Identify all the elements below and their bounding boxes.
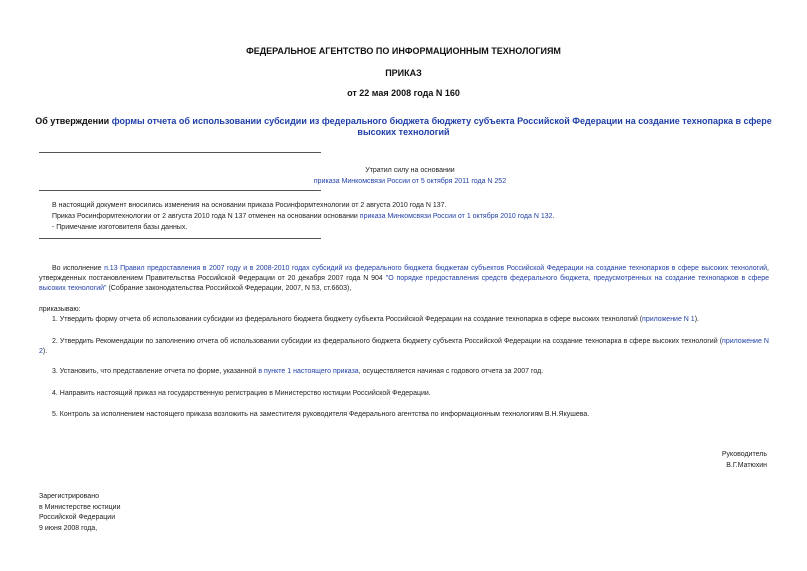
item-2-text: 2. Утвердить Рекомендации по заполнению отчета об использовании субсидии из федерального бюджета бюджету субъекта Российской Федерации на создание технопарка в сфере высоких технологий ( bbox=[52, 338, 723, 345]
order-item-4: 4. Направить настоящий приказ на государственную регистрацию в Министерство юстиции Российской Федерации. bbox=[52, 390, 431, 397]
preamble-prefix: Во исполнение bbox=[52, 265, 105, 272]
item-1-reference-link[interactable]: в пункте 1 настоящего приказа bbox=[258, 368, 359, 375]
document-title bbox=[30, 116, 777, 138]
status-repeal-link[interactable]: приказа Минкомсвязи России от 5 октября 2011 года N 252 bbox=[313, 178, 507, 185]
item-2-end: ). bbox=[42, 348, 48, 355]
item-3-end: , осуществляется начиная с годового отчета за 2007 год. bbox=[358, 368, 544, 375]
divider bbox=[39, 190, 321, 191]
item-1-end: ). bbox=[694, 316, 699, 323]
changes-line-1: В настоящий документ вносились изменения на основании приказа Росинформтехнологии от 2 августа 2010 года N 137. bbox=[52, 202, 447, 209]
rules-link[interactable]: п.13 Правил предоставления в 2007 году и в 2008-2010 годах субсидий из федерального бюджета бюджетам субъектов Российской Федерации на создание технопарков в сфере высоких технологий bbox=[104, 265, 768, 272]
divider bbox=[39, 152, 321, 153]
registration-line-1: Зарегистрировано bbox=[39, 493, 99, 500]
changes-line-2-end: . bbox=[552, 213, 555, 220]
order-item-3 bbox=[52, 367, 772, 377]
order-item-5: 5. Контроль за исполнением настоящего приказа возложить на заместителя руководителя Федерального агентства по информационным технологиям В.Н.Якушева. bbox=[52, 411, 590, 418]
registration-line-3: Российской Федерации bbox=[39, 514, 116, 521]
signature-title: Руководитель bbox=[721, 451, 767, 458]
title-prefix: Об утверждении bbox=[35, 116, 112, 126]
appendix-1-link[interactable]: приложение N 1 bbox=[642, 316, 695, 323]
changes-line-2 bbox=[52, 212, 782, 222]
orders-word: приказываю: bbox=[39, 306, 81, 313]
order-item-2 bbox=[39, 337, 769, 357]
status-note: Утратил силу на основании bbox=[365, 167, 455, 174]
signature-name: В.Г.Матюхин bbox=[726, 462, 767, 469]
divider bbox=[39, 238, 321, 239]
preamble bbox=[39, 264, 769, 294]
resolution-link[interactable]: "О порядке предоставления средств федерального бюджета, предусмотренных на создание технопарков в сфере высоких технологий" bbox=[39, 275, 770, 292]
changes-note: - Примечание изготовителя базы данных. bbox=[52, 224, 188, 231]
appendix-2-link[interactable]: приложение N 2 bbox=[39, 338, 769, 355]
item-3-text: 3. Установить, что представление отчета по форме, указанной bbox=[52, 368, 259, 375]
preamble-suffix: (Собрание законодательства Российской Федерации, 2007, N 53, ст.6603), bbox=[106, 285, 352, 292]
preamble-mid: , утвержденных постановлением Правительства Российской Федерации от 20 декабря 2007 года N 904 bbox=[39, 265, 769, 282]
changes-line-2-text: Приказ Росинформтехнологии от 2 августа 2010 года N 137 отменен на основании основании bbox=[52, 213, 360, 220]
changes-order-link[interactable]: приказа Минкомсвязи России от 1 октября 2010 года N 132 bbox=[359, 213, 553, 220]
title-form-link[interactable]: формы отчета об использовании субсидии из федерального бюджета бюджету субъекта Российской Федерации на создание технопарка в сфере высоких технологий bbox=[111, 116, 772, 137]
registration-line-2: в Министерстве юстиции bbox=[39, 504, 121, 511]
item-1-text: 1. Утвердить форму отчета об использовании субсидии из федерального бюджета бюджету субъекта Российской Федерации на создание технопарка в сфере высоких технологий ( bbox=[52, 316, 643, 323]
order-item-1 bbox=[52, 315, 772, 325]
registration-line-4: 9 июня 2008 года, bbox=[39, 525, 98, 532]
document-date-number: от 22 мая 2008 года N 160 bbox=[347, 88, 460, 98]
agency-name: ФЕДЕРАЛЬНОЕ АГЕНТСТВО ПО ИНФОРМАЦИОННЫМ ТЕХНОЛОГИЯМ bbox=[246, 46, 561, 56]
document-type: ПРИКАЗ bbox=[385, 68, 422, 78]
